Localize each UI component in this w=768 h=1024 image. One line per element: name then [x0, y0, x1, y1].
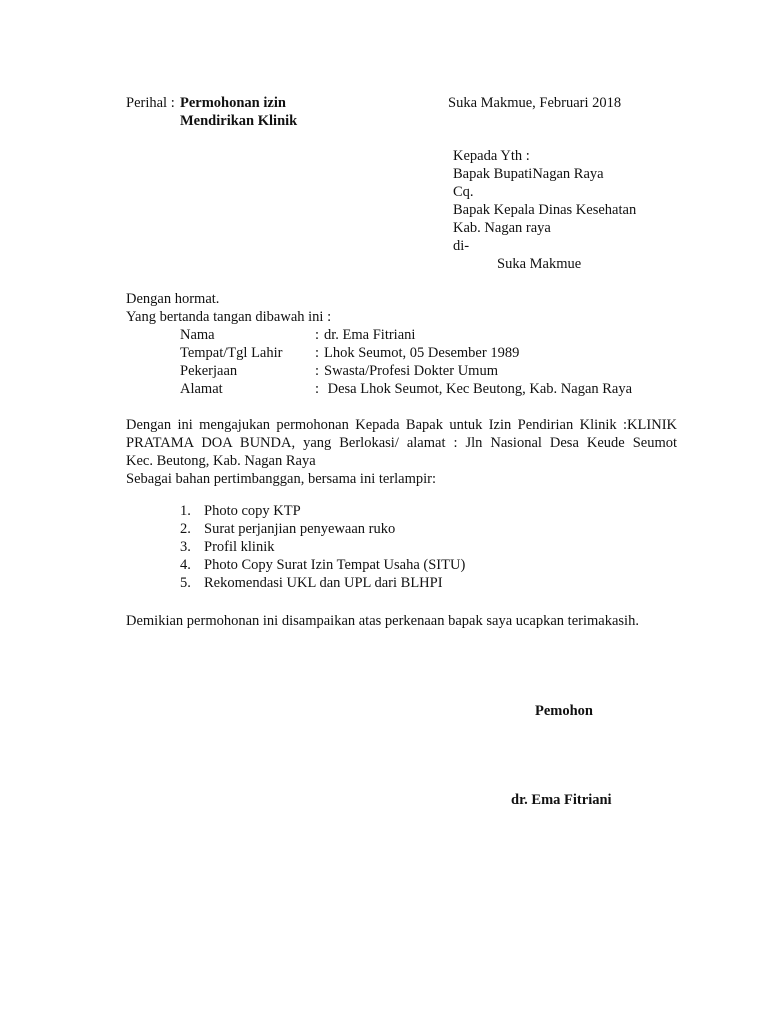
identity-row-pekerjaan — [180, 362, 660, 380]
recipient-line: Bapak BupatiNagan Raya — [453, 166, 604, 182]
perihal-subject-line1: Permohonan izin — [180, 95, 286, 111]
list-text: Rekomendasi UKL dan UPL dari BLHPI — [204, 575, 443, 591]
request-line: Kec. Beutong, Kab. Nagan Raya — [126, 453, 316, 469]
request-line: PRATAMA DOA BUNDA, yang Berlokasi/ alamat : Jln Nasional Desa Keude Seumot — [126, 435, 677, 451]
identity-value: Lhok Seumot, 05 Desember 1989 — [324, 345, 520, 361]
list-number: 5. — [180, 575, 191, 591]
identity-separator: : — [315, 345, 320, 361]
closing-text: Demikian permohonan ini disampaikan atas perkenaan bapak saya ucapkan terimakasih. — [126, 613, 639, 629]
list-number: 4. — [180, 557, 191, 573]
identity-value: Swasta/Profesi Dokter Umum — [324, 363, 498, 379]
list-number: 3. — [180, 539, 191, 555]
identity-separator: : — [315, 363, 320, 379]
identity-label: Alamat — [180, 381, 223, 397]
recipient-line: di- — [453, 238, 470, 254]
list-number: 1. — [180, 503, 191, 519]
list-number: 2. — [180, 521, 191, 537]
identity-separator: : — [315, 327, 320, 343]
recipient-line: Cq. — [453, 184, 474, 200]
recipient-line: Kab. Nagan raya — [453, 220, 551, 236]
intro-line: Yang bertanda tangan dibawah ini : — [126, 309, 332, 325]
identity-label: Nama — [180, 327, 215, 343]
attachments-intro: Sebagai bahan pertimbanggan, bersama ini terlampir: — [126, 471, 437, 487]
recipient-line: Suka Makmue — [497, 256, 582, 272]
greeting: Dengan hormat. — [126, 291, 220, 307]
recipient-line: Bapak Kepala Dinas Kesehatan — [453, 202, 637, 218]
signature-name: dr. Ema Fitriani — [511, 792, 612, 808]
signature-role: Pemohon — [535, 703, 593, 719]
identity-row-alamat — [180, 380, 660, 398]
identity-separator: : — [315, 381, 320, 397]
identity-value: dr. Ema Fitriani — [324, 327, 416, 343]
list-text: Surat perjanjian penyewaan ruko — [204, 521, 396, 537]
identity-row-nama — [180, 326, 660, 344]
request-line: Dengan ini mengajukan permohonan Kepada Bapak untuk Izin Pendirian Klinik :KLINIK — [126, 417, 677, 433]
identity-row-ttl — [180, 344, 660, 362]
perihal-subject-line2: Mendirikan Klinik — [180, 113, 298, 129]
list-text: Photo copy KTP — [204, 503, 301, 519]
list-text: Photo Copy Surat Izin Tempat Usaha (SITU) — [204, 557, 466, 573]
identity-value: Desa Lhok Seumot, Kec Beutong, Kab. Nagan Raya — [324, 381, 633, 397]
recipient-line: Kepada Yth : — [453, 148, 530, 164]
identity-label: Tempat/Tgl Lahir — [180, 345, 283, 361]
place-date: Suka Makmue, Februari 2018 — [448, 95, 622, 111]
perihal-label: Perihal : — [126, 95, 175, 111]
list-text: Profil klinik — [204, 539, 275, 555]
identity-label: Pekerjaan — [180, 363, 238, 379]
